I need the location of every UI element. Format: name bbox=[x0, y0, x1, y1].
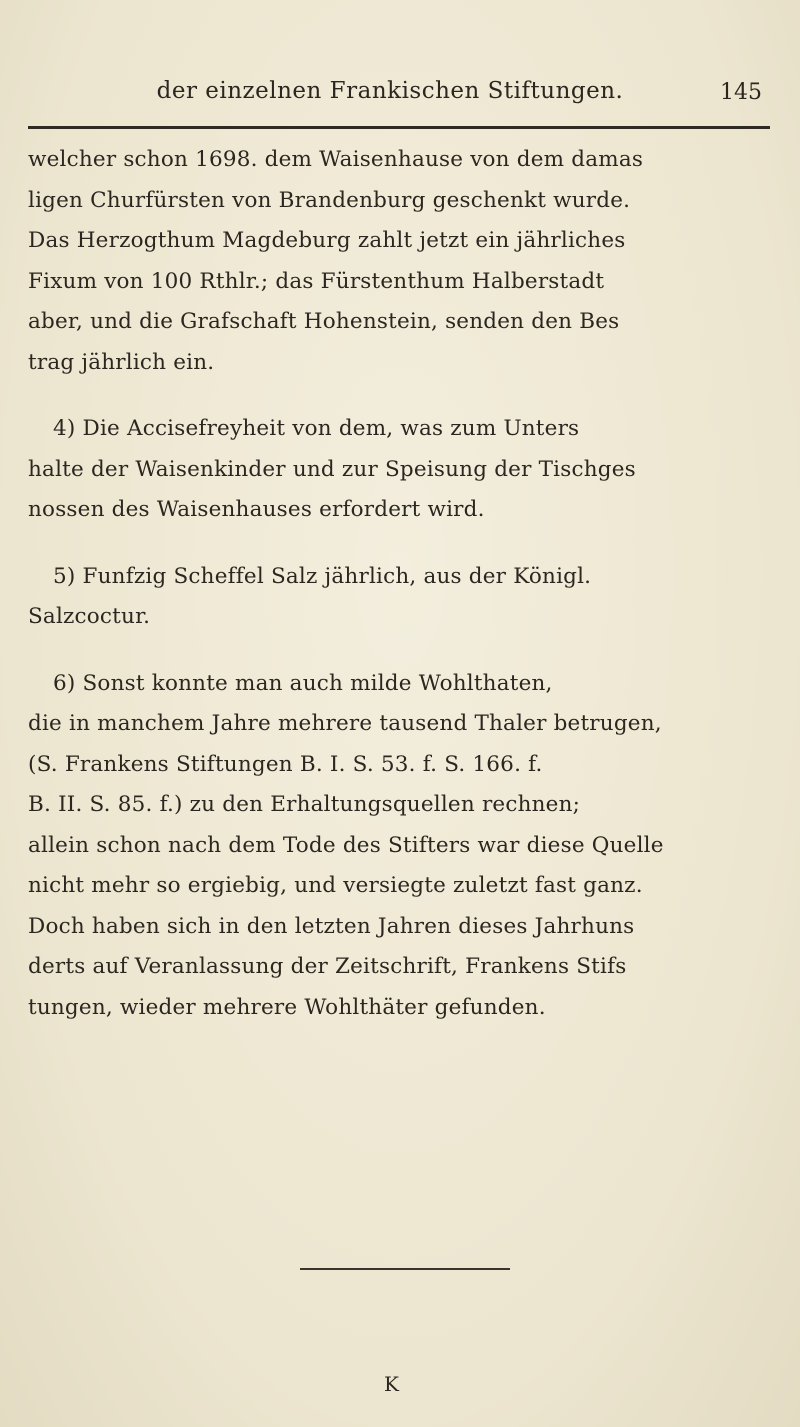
signature-mark: K bbox=[384, 1372, 399, 1396]
text-line: aber, und die Grafschaft Hohenstein, senden den Bes bbox=[28, 309, 620, 334]
text-line: trag jährlich ein. bbox=[28, 349, 215, 375]
text-line: allein schon nach dem Tode des Stifters war diese Quelle bbox=[28, 832, 664, 858]
paragraph-gap bbox=[28, 383, 772, 409]
body-text bbox=[28, 140, 772, 1028]
text-line: 4) Die Accisefreyheit von dem, was zum Unters bbox=[53, 416, 580, 441]
text-line: Salzcoctur. bbox=[28, 604, 151, 629]
paragraph bbox=[28, 557, 772, 638]
paragraph bbox=[28, 140, 772, 383]
text-line: Das Herzogthum Magdeburg zahlt jetzt ein jährliches bbox=[28, 228, 626, 253]
text-line: welcher schon 1698. dem Waisenhause von dem damas bbox=[28, 147, 644, 172]
text-line: nossen des Waisenhauses erfordert wird. bbox=[28, 497, 485, 522]
text-line: B. II. S. 85. f.) zu den Erhaltungsquellen rechnen; bbox=[28, 792, 581, 817]
text-line: nicht mehr so ergiebig, und versiegte zuletzt fast ganz. bbox=[28, 873, 643, 898]
text-line: derts auf Veranlassung der Zeitschrift, Frankens Stifs bbox=[28, 954, 627, 979]
section-end-rule bbox=[300, 1268, 510, 1270]
running-title: der einzelnen Frankischen Stiftungen. bbox=[156, 78, 624, 104]
paragraph-gap bbox=[28, 638, 772, 664]
text-line: die in manchem Jahre mehrere tausend Thaler betrugen, bbox=[28, 711, 662, 736]
running-head bbox=[0, 78, 800, 118]
text-line: Fixum von 100 Rthlr.; das Fürstenthum Halberstadt bbox=[28, 268, 605, 294]
paragraph-gap bbox=[28, 531, 772, 557]
paragraph bbox=[28, 409, 772, 531]
text-line: Doch haben sich in den letzten Jahren dieses Jahrhuns bbox=[28, 913, 635, 939]
text-line: halte der Waisenkinder und zur Speisung der Tischges bbox=[28, 456, 636, 482]
header-rule bbox=[28, 126, 770, 129]
text-line: tungen, wieder mehrere Wohlthäter gefunden. bbox=[28, 994, 546, 1020]
text-line: 5) Funfzig Scheffel Salz jährlich, aus der Königl. bbox=[53, 563, 592, 589]
page-number: 145 bbox=[720, 80, 762, 105]
text-line: (S. Frankens Stiftungen B. I. S. 53. f. S. 166. f. bbox=[28, 751, 543, 777]
text-line: ligen Churfürsten von Brandenburg geschenkt wurde. bbox=[28, 187, 631, 213]
paragraph bbox=[28, 664, 772, 1029]
text-line: 6) Sonst konnte man auch milde Wohlthaten, bbox=[53, 670, 553, 696]
